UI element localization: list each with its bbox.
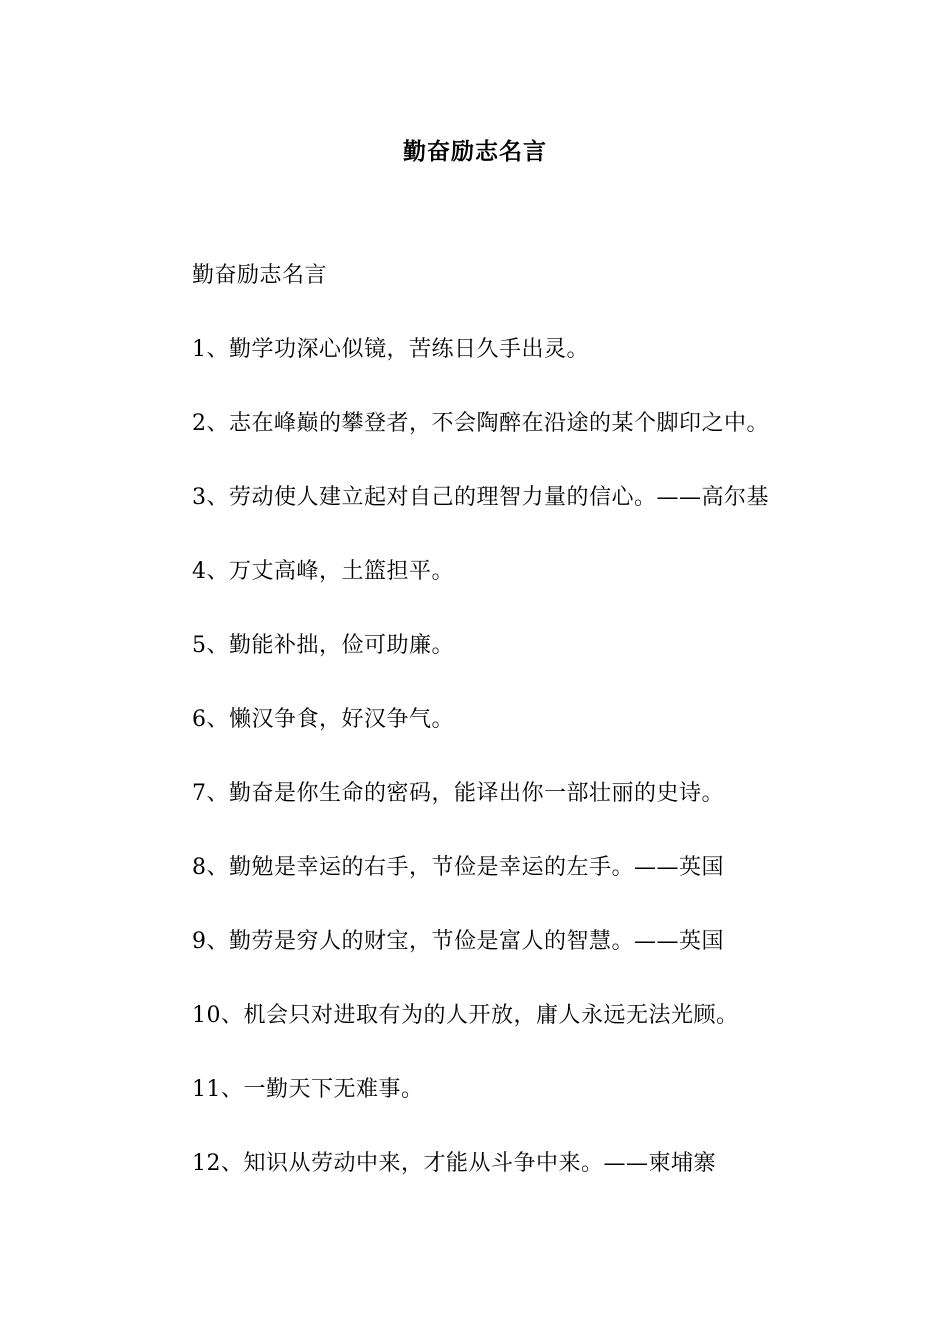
quote-line: 10、机会只对进取有为的人开放，庸人永远无法光顾。 [192, 1003, 739, 1028]
quote-line: 1、勤学功深心似镜，苦练日久手出灵。 [192, 337, 589, 362]
quote-line: 4、万丈高峰，土篮担平。 [192, 559, 454, 584]
quote-line: 11、一勤天下无难事。 [192, 1077, 424, 1102]
quote-line: 9、勤劳是穷人的财宝，节俭是富人的智慧。——英国 [192, 929, 724, 954]
quote-line: 3、劳动使人建立起对自己的理智力量的信心。——高尔基 [192, 485, 769, 510]
quote-line: 5、勤能补拙，俭可助廉。 [192, 633, 454, 658]
quote-line: 12、知识从劳动中来，才能从斗争中来。——柬埔寨 [192, 1151, 716, 1176]
document-body [192, 258, 892, 1220]
quote-line: 7、勤奋是你生命的密码，能译出你一部壮丽的史诗。 [192, 781, 724, 806]
quote-line: 6、懒汉争食，好汉争气。 [192, 707, 454, 732]
quote-line: 2、志在峰巅的攀登者，不会陶醉在沿途的某个脚印之中。 [192, 411, 769, 436]
document-title: 勤奋励志名言 [403, 139, 547, 165]
quote-line: 8、勤勉是幸运的右手，节俭是幸运的左手。——英国 [192, 855, 724, 880]
section-heading: 勤奋励志名言 [192, 263, 328, 288]
